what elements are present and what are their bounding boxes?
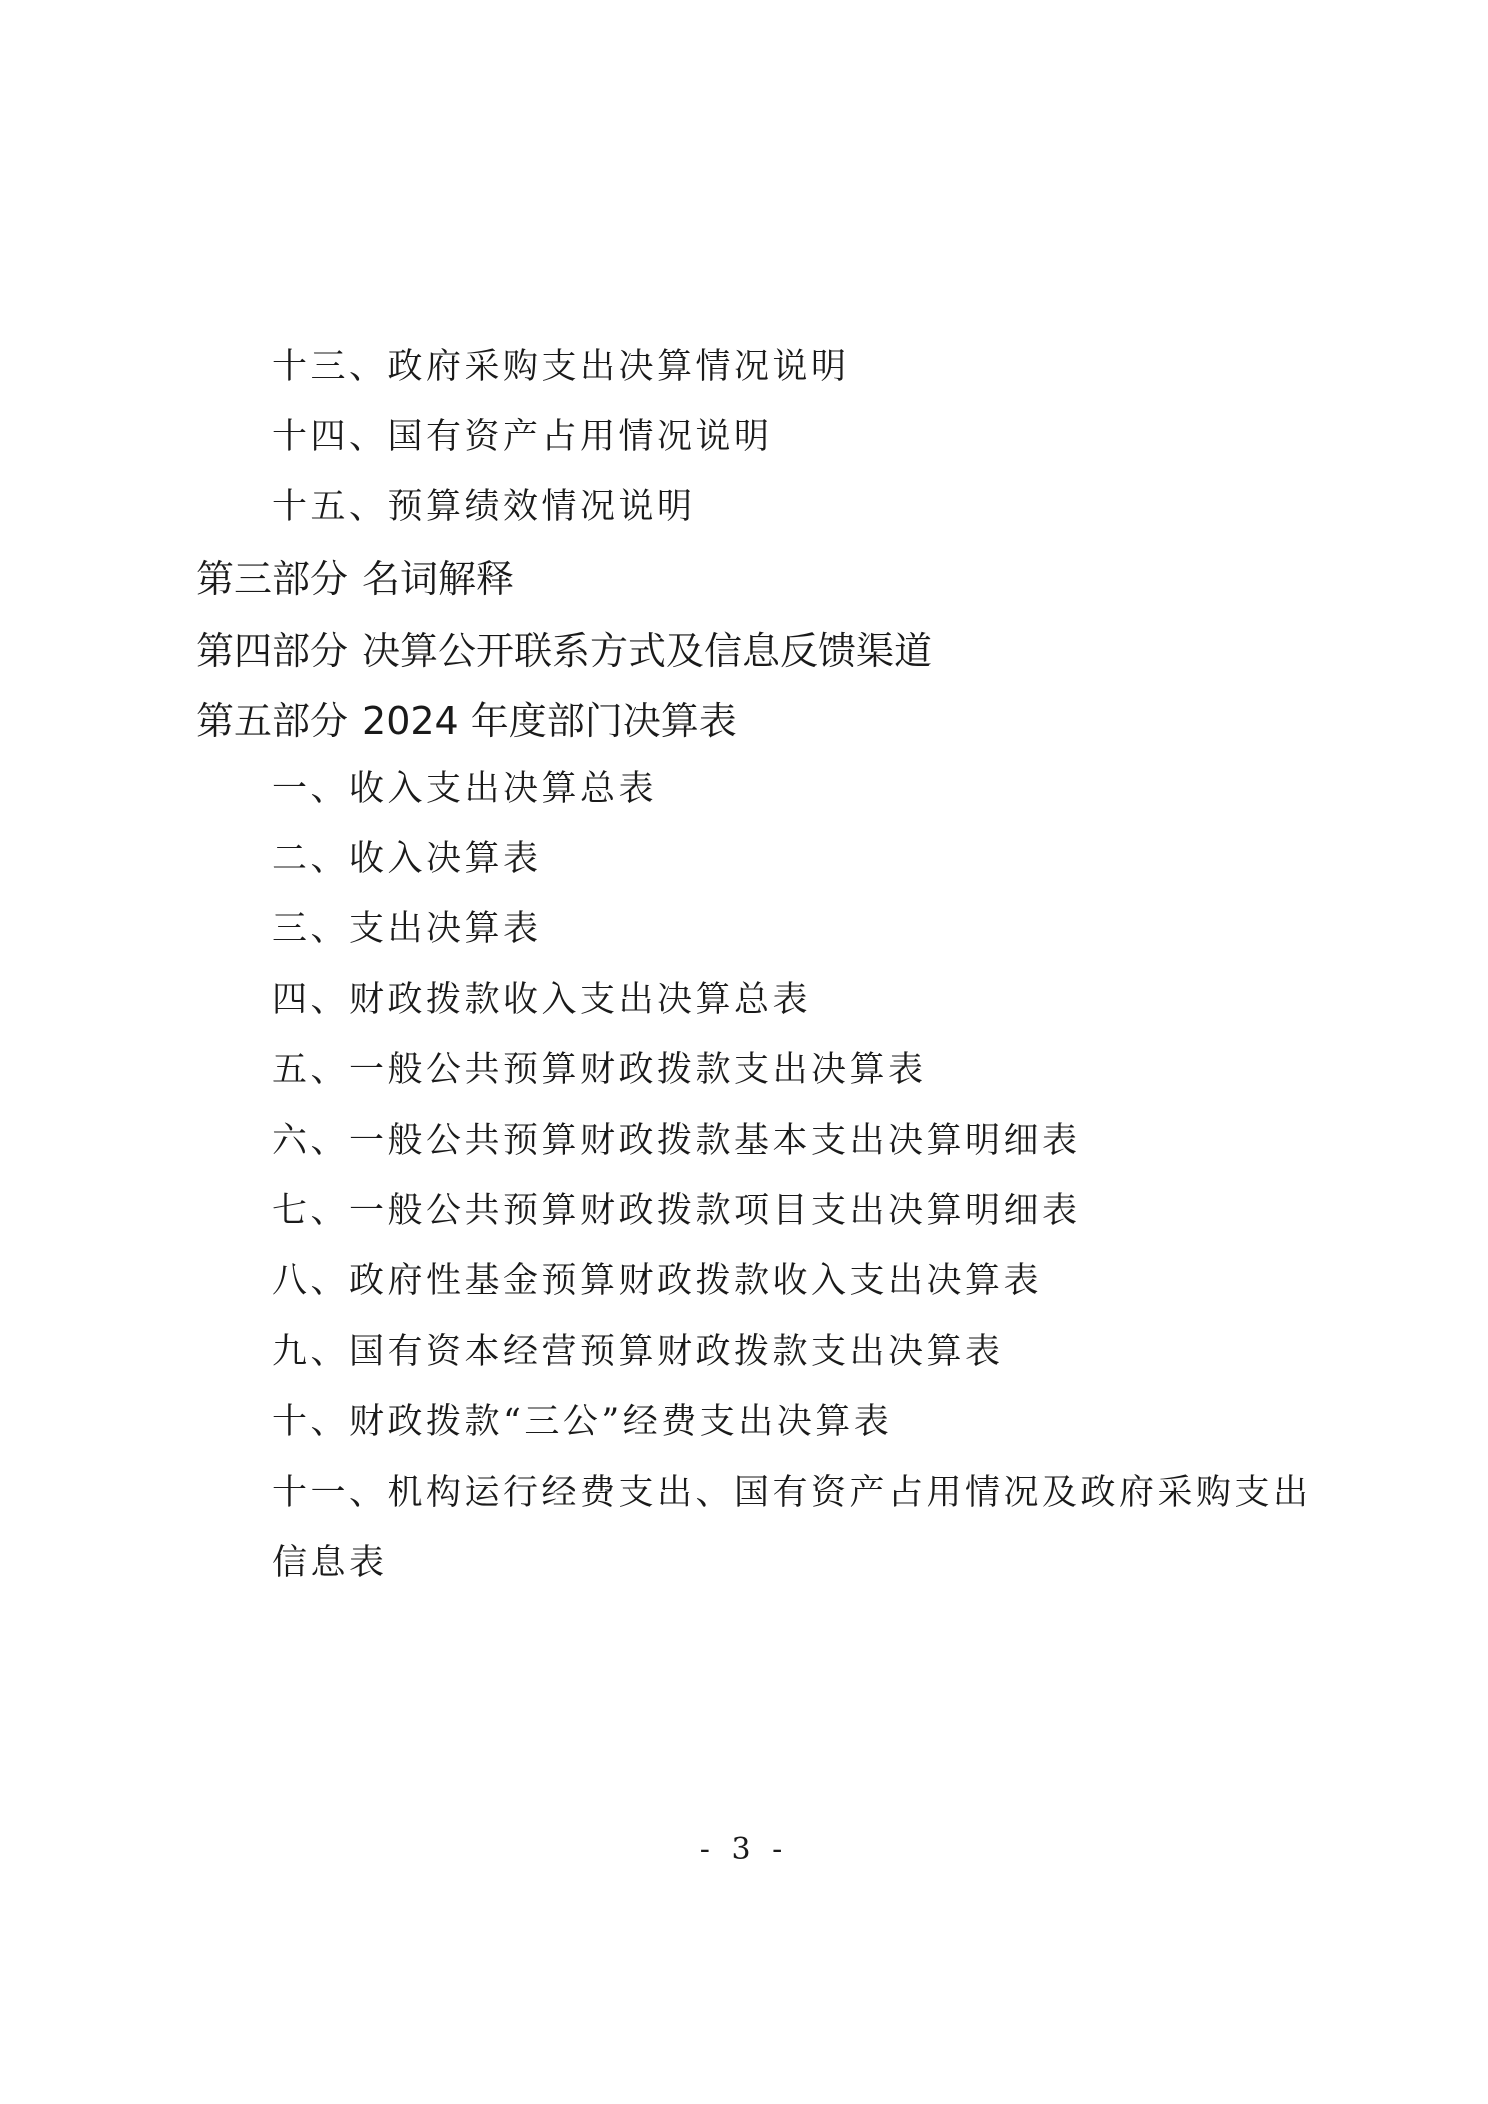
part-label: 第四部分 bbox=[196, 629, 349, 673]
toc-item-procurement: 十三、政府采购支出决算情况说明 bbox=[272, 347, 850, 387]
toc-table-2: 二、收入决算表 bbox=[272, 839, 542, 879]
toc-item-state-assets: 十四、国有资产占用情况说明 bbox=[272, 417, 773, 457]
part-label: 第五部分 bbox=[196, 699, 349, 743]
toc-table-5: 五、一般公共预算财政拨款支出决算表 bbox=[272, 1050, 927, 1090]
toc-table-6: 六、一般公共预算财政拨款基本支出决算明细表 bbox=[272, 1121, 1081, 1161]
toc-table-7: 七、一般公共预算财政拨款项目支出决算明细表 bbox=[272, 1191, 1081, 1231]
part-title: 2024 年度部门决算表 bbox=[362, 699, 737, 743]
part-title: 决算公开联系方式及信息反馈渠道 bbox=[362, 629, 933, 673]
toc-part-five bbox=[196, 699, 737, 743]
toc-table-1: 一、收入支出决算总表 bbox=[272, 769, 658, 809]
toc-part-four bbox=[196, 629, 933, 673]
toc-table-10: 十、财政拨款“三公”经费支出决算表 bbox=[272, 1402, 893, 1442]
part-label: 第三部分 bbox=[196, 557, 349, 601]
toc-table-3: 三、支出决算表 bbox=[272, 909, 542, 949]
part-title: 名词解释 bbox=[362, 557, 515, 601]
toc-table-9: 九、国有资本经营预算财政拨款支出决算表 bbox=[272, 1332, 1004, 1372]
toc-part-three bbox=[196, 557, 515, 601]
page-number: - 3 - bbox=[699, 1832, 789, 1867]
toc-item-performance: 十五、预算绩效情况说明 bbox=[272, 487, 696, 527]
toc-table-4: 四、财政拨款收入支出决算总表 bbox=[272, 980, 812, 1020]
toc-table-11: 十一、机构运行经费支出、国有资产占用情况及政府采购支出信息表 bbox=[272, 1473, 1312, 1583]
toc-table-8: 八、政府性基金预算财政拨款收入支出决算表 bbox=[272, 1261, 1043, 1301]
